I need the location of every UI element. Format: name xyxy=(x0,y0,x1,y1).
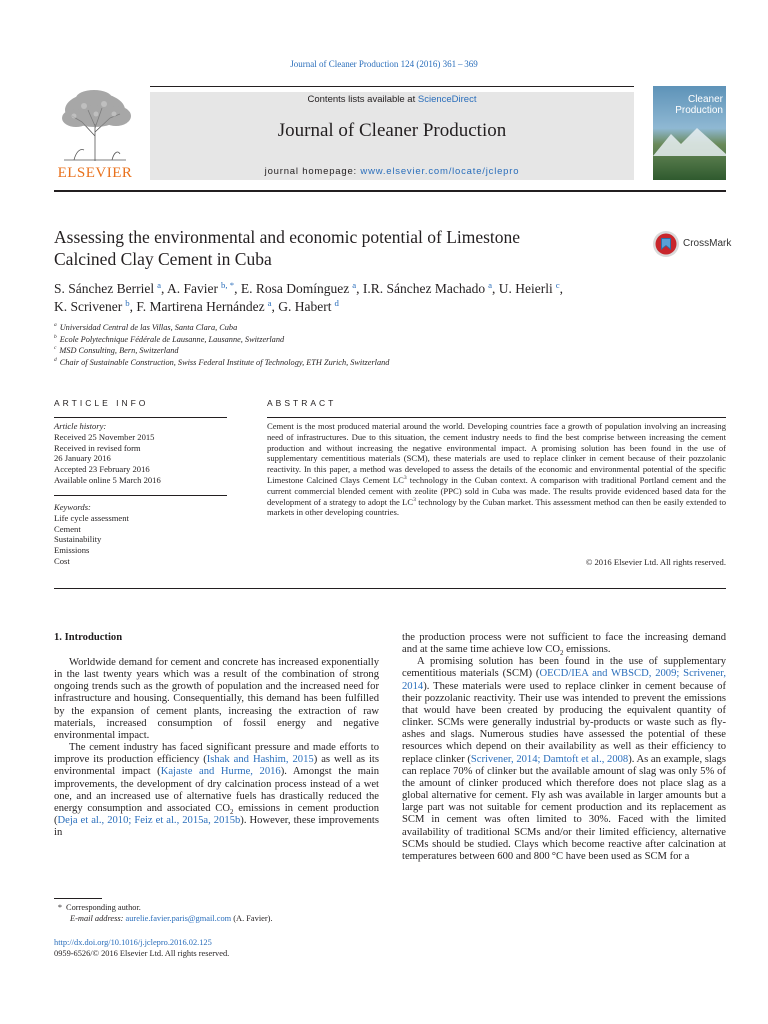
author-affiliation-mark[interactable]: a xyxy=(352,279,357,290)
body-column-left xyxy=(54,657,379,839)
citation-link[interactable]: OECD/IEA and WBSCD, 2009; Scrivener, 2014 xyxy=(402,668,726,692)
body-column-right xyxy=(402,632,726,863)
text-run: ) as well as its environmental impact ( xyxy=(54,754,379,778)
keywords-label: Keywords: xyxy=(54,502,91,512)
author-affiliation-mark[interactable]: c xyxy=(555,279,560,290)
paragraph: Worldwide demand for cement and concrete has increased exponentially in the last twenty years which was a result of the combination of strong ongoing trends such as the growth of population and the increased need for infrastructure and housing. Consequentially, this demand has been fulfilled by the expansion of cement plants, increasing the extraction of raw materials, increased consumption of fossil energy and negative environmental impact. xyxy=(54,657,379,741)
article-info-heading: ARTICLE INFO xyxy=(54,398,149,408)
email-suffix: (A. Favier). xyxy=(231,914,273,923)
journal-cover-image[interactable] xyxy=(653,86,726,180)
citation-link[interactable]: Deja et al., 2010; Feiz et al., 2015a, 2015b xyxy=(57,815,241,827)
author-separator: , xyxy=(356,281,363,296)
affiliation-mark: a xyxy=(54,322,57,329)
cover-title-line2: Production xyxy=(675,105,723,116)
text-run: ). As an example, slags can replace 70% of clinker but the available amount of slag was only 5% of the amount of clinker produced which therefore does not place slag as a global alternative for cement. Fly ash was available in larger amounts but a large part was not suitable for cement production and its replacement as SCM in cement was often limited to 30%. Faced with the limited availability of traditional SCMs and/or their limited efficiency, alternative SCMs should be studied. Clays which become reactive after calcination at temperatures between 600 and 800 °C have been used as SCM for a xyxy=(402,753,726,862)
paragraph xyxy=(54,742,379,839)
keyword-item: Cost xyxy=(54,555,70,566)
homepage-prefix: journal homepage: xyxy=(264,166,361,177)
abstract-part: technology in the Cuban context. A comparison with traditional Portland cement and the current commercial blended cement with zeolite (PPC) sold in Cuba was made. The results provide evidenced based data for the development of a strategy to adopt the LC xyxy=(267,474,726,507)
issn-copyright: 0959-6526/© 2016 Elsevier Ltd. All rights reserved. xyxy=(54,949,230,958)
affiliation-item xyxy=(54,345,654,357)
abstract-part: technology by the Cuban market. This assessment method can then be easily extended to markets in other developing countries. xyxy=(267,496,726,518)
affiliation-mark: c xyxy=(54,345,57,352)
journal-citation[interactable]: Journal of Cleaner Production 124 (2016) 361 – 369 xyxy=(290,59,478,69)
author-separator: , xyxy=(492,281,499,296)
text-run: A promising solution has been found in the use of supplementary cementitious materials (SCM) ( xyxy=(402,656,726,680)
paragraph xyxy=(402,632,726,656)
keyword-item: Sustainability xyxy=(54,534,102,545)
author-separator: , xyxy=(559,281,564,296)
affiliation-mark: d xyxy=(54,356,57,363)
keywords xyxy=(54,502,227,567)
citation-link[interactable]: Kajaste and Hurme, 2016 xyxy=(160,766,281,778)
doi-block xyxy=(54,937,229,959)
author-separator: , xyxy=(234,281,241,296)
lc-superscript: 3 xyxy=(413,496,416,503)
article-info-rule xyxy=(54,417,227,418)
text-run: emissions. xyxy=(563,644,611,656)
cover-title-line1: Cleaner xyxy=(687,94,723,105)
keyword-item: Cement xyxy=(54,523,81,534)
author-affiliation-mark[interactable]: d xyxy=(334,297,339,308)
author-separator: , xyxy=(160,281,167,296)
affiliation-item xyxy=(54,357,654,369)
author-name[interactable]: F. Martirena Hernández xyxy=(136,299,265,314)
affiliation-list xyxy=(54,322,654,368)
affiliation-mark: b xyxy=(54,333,57,340)
title-line-2: Calcined Clay Cement in Cuba xyxy=(54,249,272,269)
email-label: E-mail address: xyxy=(70,914,126,923)
corresponding-footnote xyxy=(54,902,374,924)
author-separator: , xyxy=(271,299,279,314)
author-name[interactable]: I.R. Sánchez Machado xyxy=(362,281,486,296)
lc-superscript: 3 xyxy=(403,475,407,482)
section-heading: 1. Introduction xyxy=(54,632,123,643)
affiliation-item xyxy=(54,334,654,346)
crossmark-label: CrossMark xyxy=(683,238,732,249)
abstract-bottom-rule xyxy=(54,588,726,589)
cover-mountain-icon xyxy=(653,126,726,156)
author-name[interactable]: U. Heierli xyxy=(498,281,553,296)
sciencedirect-link[interactable]: ScienceDirect xyxy=(417,94,477,105)
citation-link[interactable]: Ishak and Hashim, 2015 xyxy=(206,754,314,766)
crossmark-icon xyxy=(652,229,680,259)
affiliation-text: Universidad Central de las Villas, Santa Clara, Cuba xyxy=(59,323,238,332)
text-run: emissions in cement production ( xyxy=(54,802,379,827)
header-bottom-rule xyxy=(54,190,726,192)
author-name[interactable]: A. Favier xyxy=(167,281,218,296)
footnote-mark: * xyxy=(57,903,63,912)
author-affiliation-mark[interactable]: b, * xyxy=(221,279,235,290)
doi-link[interactable]: http://dx.doi.org/10.1016/j.jclepro.2016.02.125 xyxy=(54,938,212,947)
affiliation-text: Chair of Sustainable Construction, Swiss Federal Institute of Technology, ETH Zurich, Switzerland xyxy=(59,357,390,367)
title-line-1: Assessing the environmental and economic potential of Limestone xyxy=(54,227,521,247)
cover-title xyxy=(659,94,723,116)
affiliation-text: MSD Consulting, Bern, Switzerland xyxy=(59,346,179,355)
author-name[interactable]: K. Scrivener xyxy=(54,299,123,314)
affiliation-text: Ecole Polytechnique Fédérale de Lausanne, Lausanne, Switzerland xyxy=(59,334,285,344)
keyword-item: Life cycle assessment xyxy=(54,512,129,523)
subscript: 2 xyxy=(229,808,234,816)
keywords-rule xyxy=(54,495,227,496)
history-line: 26 January 2016 xyxy=(54,453,111,464)
abstract-text xyxy=(267,421,726,518)
paragraph xyxy=(402,656,726,863)
footnote-rule xyxy=(54,898,102,899)
author-affiliation-mark[interactable]: b xyxy=(125,297,130,308)
author-name[interactable]: G. Habert xyxy=(278,299,332,314)
abstract-copyright: © 2016 Elsevier Ltd. All rights reserved. xyxy=(585,557,726,567)
author-affiliation-mark[interactable]: a xyxy=(267,297,272,308)
citation-link[interactable]: Scrivener, 2014; Damtoft et al., 2008 xyxy=(470,753,629,765)
text-run: ). However, these improvements in xyxy=(54,815,379,839)
history-line: Accepted 23 February 2016 xyxy=(54,464,150,475)
abstract-rule xyxy=(267,417,726,418)
text-run: ). Amongst the main improvements, the development of dry calcination process instead of a wet one, and an increased use of alternative fuels has drastically reduced the energy consumption and associated CO xyxy=(54,766,379,814)
article-title xyxy=(54,226,634,270)
article-history xyxy=(54,421,227,486)
email-link[interactable]: aurelie.favier.paris@gmail.com xyxy=(125,914,232,923)
masthead-top-rule xyxy=(150,86,634,87)
publisher-wordmark: ELSEVIER xyxy=(57,165,133,181)
keyword-item: Emissions xyxy=(54,545,90,556)
history-label: Article history: xyxy=(54,421,107,431)
journal-name: Journal of Cleaner Production xyxy=(277,120,507,141)
abstract-heading: ABSTRACT xyxy=(267,398,337,408)
text-run: the production process were not sufficient to face the increasing demand and at the same time achieve low CO xyxy=(402,632,726,656)
abstract-part: Cement is the most produced material around the world. Developing countries face a growth of population involving an increasing need of infrastructures. Due to this situation, the cement industry needs to find the best comprise between increasing the cement production and without increasing the negative environmental impact. A promising solution has been found in the use of supplementary cementitious materials (SCM), these materials are used to replace clinker in cement because of their pozzolanic reactivity. In this paper, a method was developed to assess the details of the economic and environmental potential of the specific Limestone Calcined Clays Cement LC xyxy=(267,421,726,485)
journal-homepage xyxy=(150,166,634,177)
author-list xyxy=(54,280,654,316)
contents-line xyxy=(150,94,634,105)
author-affiliation-mark[interactable]: a xyxy=(157,279,161,290)
author-separator: , xyxy=(129,299,137,314)
affiliation-item xyxy=(54,322,654,334)
text-run: The cement industry has faced significant pressure and made efforts to improve its production efficiency ( xyxy=(54,742,379,766)
history-line: Received in revised form xyxy=(54,442,141,453)
subscript: 2 xyxy=(559,650,564,658)
author-affiliation-mark[interactable]: a xyxy=(488,279,493,290)
homepage-link[interactable]: www.elsevier.com/locate/jclepro xyxy=(360,166,520,177)
contents-prefix: Contents lists available at xyxy=(307,94,418,105)
history-line: Available online 5 March 2016 xyxy=(54,474,161,485)
author-name[interactable]: S. Sánchez Berriel xyxy=(54,281,155,296)
corresponding-label: Corresponding author. xyxy=(66,903,141,912)
author-name[interactable]: E. Rosa Domínguez xyxy=(240,281,350,296)
text-run: ). These materials were used to replace clinker in cement because of their pozzolanic reactivity. Their use was intended to prevent the emissions that would have been created by producing the equivalent quantity of clinker. SCMs were generally industrial by-products or waste such as fly-ashes and slags. Numerous studies have assessed the potential of these resources which depend on their availability as well as their efficiency to replace clinker ( xyxy=(402,680,726,765)
history-line: Received 25 November 2015 xyxy=(54,431,155,442)
crossmark-button[interactable] xyxy=(652,229,732,259)
